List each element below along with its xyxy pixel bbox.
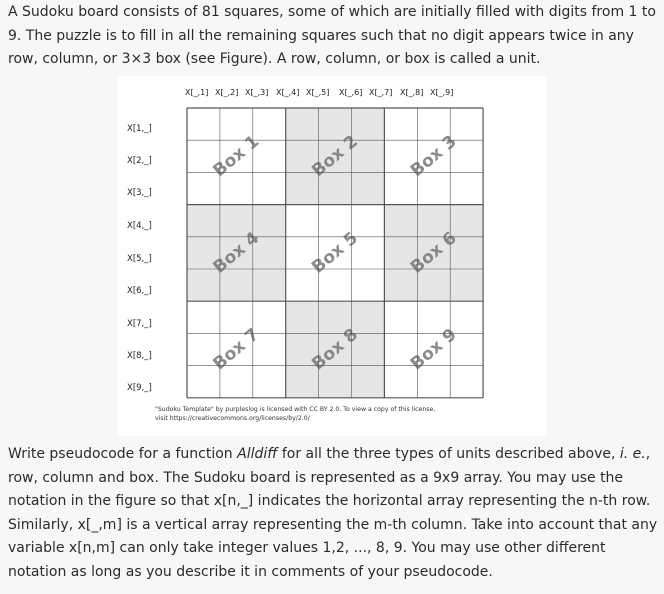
column-header: X[_,6] [339, 88, 363, 97]
box-label: Box 7 [209, 324, 264, 375]
question-text-2: for all the three types of units described above, [277, 446, 620, 462]
caption-line-1: "Sudoku Template" by purpleslog is licensed with CC BY 2.0. To view a copy of this license, [155, 406, 436, 413]
box-label: Box 1 [209, 131, 264, 182]
column-header: X[_,3] [245, 88, 269, 97]
box-label: Box 6 [406, 228, 461, 278]
column-header: X[_,4] [276, 88, 300, 97]
row-label: X[3,_] [127, 188, 152, 198]
function-name: Alldiff [237, 446, 278, 462]
intro-text-1: A Sudoku board consists of 81 squares, some of which are initially filled with digits from 1 to 9. The puzzle is to fill in all the remaining squares such that no digit appears twice in any row, column, or 3 [8, 4, 656, 67]
column-header: X[_,8] [400, 88, 424, 97]
box-label: Box 8 [308, 324, 362, 375]
row-label: X[1,_] [127, 124, 152, 134]
question-paragraph [8, 443, 658, 584]
ie-abbreviation: i. e. [619, 446, 646, 462]
column-header: X[_,9] [430, 88, 454, 97]
row-label: X[7,_] [127, 319, 152, 329]
row-label: X[5,_] [127, 254, 152, 264]
intro-paragraph [8, 1, 658, 72]
column-header: X[_,2] [215, 88, 239, 97]
caption-line-2: visit https://creativecommons.org/licenses/by/2.0/ [155, 415, 310, 422]
box-label: Box 4 [209, 228, 264, 278]
row-label: X[9,_] [127, 383, 152, 393]
question-text-1: Write pseudocode for a function [8, 446, 238, 462]
intro-text-2: 3 box (see Figure). A row, column, or box is called a unit. [142, 51, 541, 67]
row-label: X[2,_] [127, 156, 152, 166]
license-caption [155, 405, 535, 423]
box-label: Box 5 [308, 228, 362, 278]
box-label: Box 9 [406, 324, 461, 375]
times-symbol: × [130, 51, 143, 67]
column-header: X[_,1] [185, 88, 209, 97]
question-text-3: , row, column and box. The Sudoku board is represented as a 9x9 array. You may use the notation in the figure so that x[n,_] indicates the horizontal array representing the n-th row. Similarly, x[_,m] is a vertical array representing the m-th column. Take into account that any variable x[n,m] can only take integer values 1,2, ..., 8, 9. You may use other different notation as long as you describe it in comments of your pseudocode. [8, 446, 658, 580]
sudoku-grid [117, 76, 547, 436]
row-label: X[6,_] [127, 286, 152, 296]
row-label: X[4,_] [127, 221, 152, 231]
column-header: X[_,7] [369, 88, 393, 97]
box-label: Box 2 [308, 131, 362, 182]
row-label: X[8,_] [127, 351, 152, 361]
box-label: Box 3 [406, 131, 461, 182]
sudoku-figure [117, 76, 547, 436]
column-header: X[_,5] [306, 88, 330, 97]
